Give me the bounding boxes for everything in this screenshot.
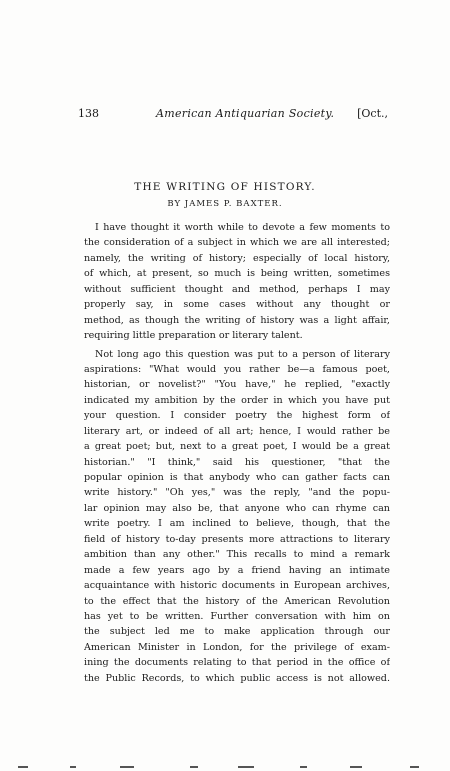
text-line: has yet to be written. Further conversation with him on: [84, 610, 390, 622]
text-line: popular opinion is that anybody who can gather facts can: [84, 472, 390, 483]
text-line: to the effect that the history of the American Revolution: [84, 595, 390, 607]
text-line: historian." "I think," said his questioner, "that the: [84, 456, 390, 468]
text-line: without sufficient thought and method, perhaps I may: [84, 283, 390, 295]
scan-mark: [70, 766, 76, 768]
article-title: THE WRITING OF HISTORY.: [134, 181, 316, 193]
text-line: I have thought it worth while to devote a few moments to: [95, 222, 390, 233]
text-line: write history." "Oh yes," was the reply, "and the popu-: [84, 487, 390, 499]
text-line: requiring little preparation or literary talent.: [84, 330, 303, 342]
text-line: acquaintance with historic documents in European archives,: [84, 580, 390, 592]
text-line: ambition than any other." This recalls to mind a remark: [84, 549, 390, 561]
text-line: ining the documents relating to that period in the office of: [84, 657, 390, 669]
journal-title: American Antiquarian Society.: [156, 107, 335, 120]
text-line: indicated my ambition by the order in which you have put: [84, 394, 390, 406]
text-line: the Public Records, to which public access is not allowed.: [84, 672, 390, 684]
scan-mark: [120, 766, 134, 768]
running-head: [78, 106, 388, 122]
scan-mark: [238, 766, 254, 768]
text-line: Not long ago this question was put to a person of literary: [95, 348, 390, 360]
text-line: aspirations: "What would you rather be—a famous poet,: [84, 363, 390, 375]
issue-month: [Oct.,: [357, 107, 388, 120]
text-line: the consideration of a subject in which we are all interested;: [84, 237, 390, 249]
text-line: write poetry. I am inclined to believe, though, that the: [84, 518, 390, 530]
text-line: method, as though the writing of history was a light affair,: [84, 314, 390, 326]
scan-mark: [190, 766, 198, 768]
scan-mark: [18, 766, 28, 768]
paragraph-2: [84, 347, 390, 687]
text-line: properly say, in some cases without any thought or: [84, 299, 390, 311]
text-line: literary art, or indeed of all art; hence, I would rather be: [84, 425, 390, 437]
paragraph-1: [84, 220, 390, 344]
text-line: namely, the writing of history; especially of local history,: [84, 252, 390, 264]
scan-mark: [410, 766, 419, 768]
text-line: a great poet; but, next to a great poet, I would be a great: [84, 441, 390, 453]
text-line: American Minister in London, for the privilege of exam-: [84, 641, 390, 653]
text-line: lar opinion may also be, that anyone who can rhyme can: [84, 502, 390, 514]
scan-mark: [350, 766, 362, 768]
text-line: of which, at present, so much is being written, sometimes: [84, 268, 390, 280]
scan-edge-artifact: [0, 760, 450, 771]
text-line: the subject led me to make application through our: [84, 626, 390, 638]
text-line: your question. I consider poetry the highest form of: [84, 410, 390, 422]
article-byline: BY JAMES P. BAXTER.: [167, 199, 283, 209]
scan-mark: [300, 766, 307, 768]
page-number: 138: [78, 107, 99, 120]
article-body: [84, 220, 390, 686]
text-line: made a few years ago by a friend having an intimate: [84, 564, 390, 576]
text-line: field of history to-day presents more attractions to literary: [84, 533, 390, 545]
text-line: historian, or novelist?" "You have," he replied, "exactly: [84, 379, 390, 391]
